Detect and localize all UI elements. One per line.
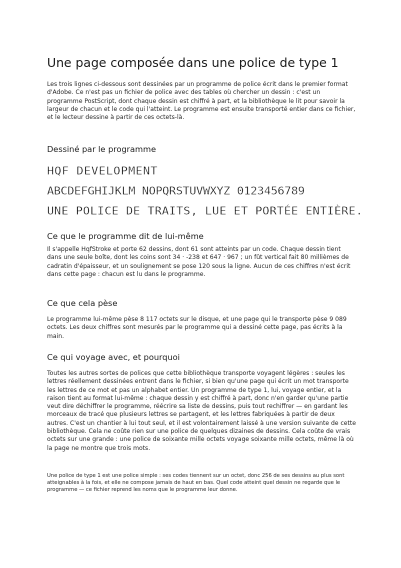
section-heading-self-description: Ce que le programme dit de lui-même <box>47 231 204 241</box>
intro-paragraph: Les trois lignes ci-dessous sont dessinées par un programme de police écrit dans le premier format d'Adobe. Ce n'est pas un fichier de police avec des tables où chercher un dessin : c'est un programme PostScript, dont chaque dessin est chiffré à part, et la bibliothèque le lit pour savoir la largeur de chacun et le code qui l'atteint. Le programme est ensuite transporté entier dans ce fichier, et le lecteur dessine à partir de ces octets-là. <box>47 81 356 122</box>
specimen-line-2 <box>47 184 305 198</box>
specimen-line-1-text: HQF DEVELOPMENT <box>47 164 158 178</box>
specimen-line-2-text: ABCDEFGHIJKLM NOPQRSTUVWXYZ 0123456789 <box>47 184 305 198</box>
section-body-weight: Le programme lui-même pèse 8 117 octets sur le disque, et une page qui le transporte pèse 9 089 octets. Les deux chiffres sont mesurés par le programme qui a dessiné cette page, pas écrits à la main. <box>47 316 347 340</box>
section-body-self-description: Il s'appelle HqfStroke et porte 62 dessins, dont 61 sont atteints par un code. Chaque dessin tient dans une seule boîte, dont les coins sont 34 · -238 et 647 · 967 ; un fût vertical fait 80 millièmes de cadratin d'épaisseur, et un soulignement se pose 120 sous la ligne. Aucun de ces chiffres n'est écrit dans cette page : chacun est lu dans le programme. <box>47 246 351 278</box>
section-heading-travel: Ce qui voyage avec, et pourquoi <box>47 352 180 362</box>
section-body-travel: Toutes les autres sortes de polices que cette bibliothèque transporte voyagent légères : seules les lettres réellement dessinées entrent dans le fichier, si bien qu'une page qui écrit un mot transporte les lettres de ce mot et pas un alphabet entier. Un programme de type 1, lui, voyage entier, et la raison tient au format lui-même : chaque dessin y est chiffré à part, donc n'en garder qu'une partie veut dire déchiffrer le programme, réécrire sa liste de dessins, puis tout rechiffrer — en gardant les morceaux de tracé que plusieurs lettres se partagent, et les lettres fabriquées à partir de deux autres. C'est un chantier à lui tout seul, et il est volontairement laissé à une version suivante de cette bibliothèque. Cela ne coûte rien sur une police de quelques dizaines de dessins. Cela coûte de vrais octets sur une grande : une police de soixante mille octets voyage soixante mille octets, même là où la page ne montre que trois mots. <box>47 370 356 452</box>
section-heading-weight: Ce que cela pèse <box>47 298 118 308</box>
specimen-line-3 <box>47 204 363 218</box>
footnote: Une police de type 1 est une police simple : ses codes tiennent sur un octet, donc 256 de ses dessins au plus sont atteignables à la fois, et elle ne compose jamais de haut en bas. Quel code atteint quel dessin ne regarde que le programme — ce fichier reprend les noms que le programme leur donne. <box>47 473 345 494</box>
page-title: Une page composée dans une police de type 1 <box>47 55 339 70</box>
specimen-line-1 <box>47 164 158 178</box>
specimen-line-3-text: UNE POLICE DE TRAITS, LUE ET PORTÉE ENTIÈRE. <box>47 204 363 218</box>
specimen-heading: Dessiné par le programme <box>47 144 157 154</box>
